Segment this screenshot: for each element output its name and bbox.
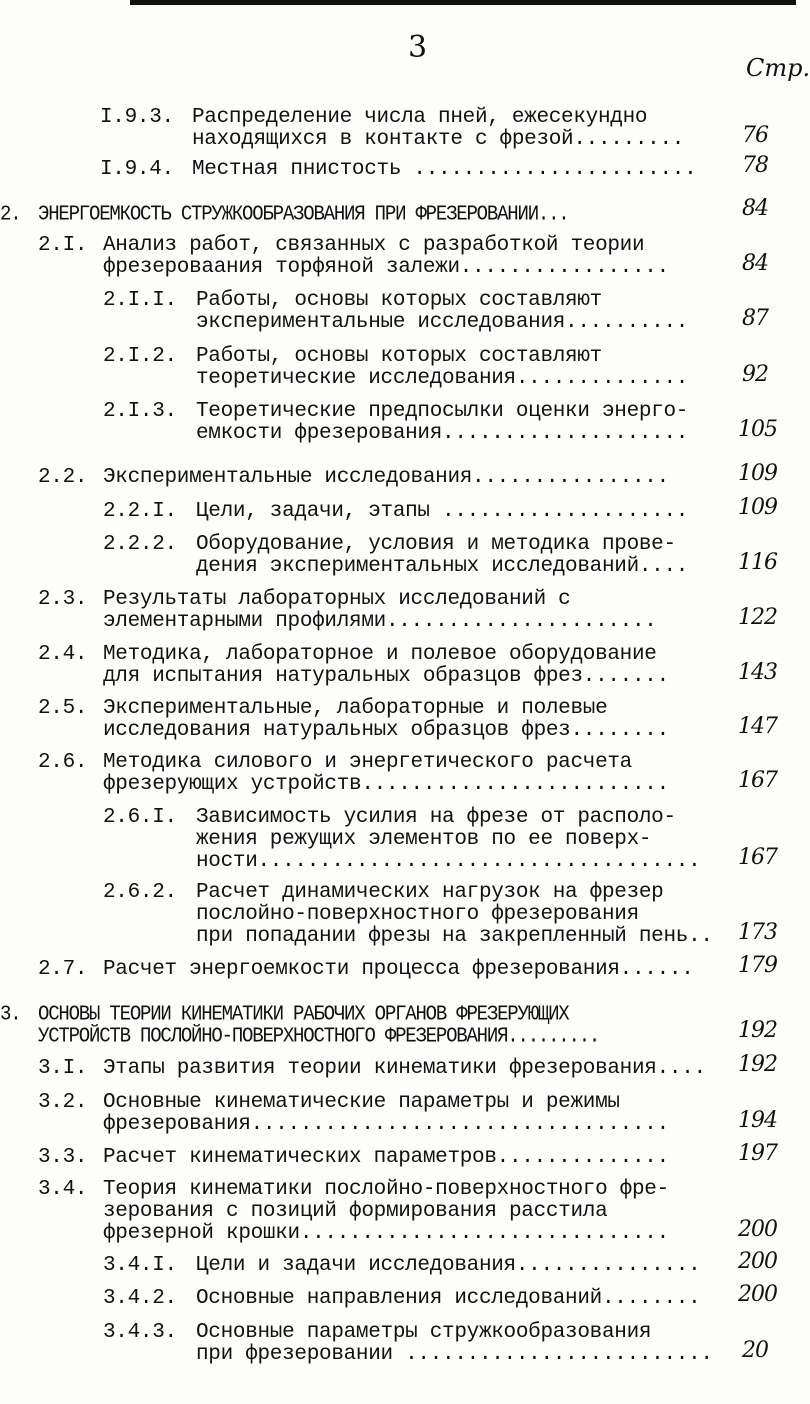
toc-entry-title-line: Основные кинематические параметры и режимы bbox=[103, 1091, 620, 1114]
toc-entry-number: 2.7. bbox=[38, 958, 88, 981]
toc-entry-page: 143 bbox=[738, 660, 777, 685]
toc-entry-number: 2. bbox=[0, 202, 21, 227]
toc-entry-page: 84 bbox=[742, 251, 768, 276]
toc-entry-title-line: зерования с позиций формирования расстила bbox=[103, 1200, 608, 1223]
toc-entry-title-line: элементарными профилями...................... bbox=[103, 610, 657, 633]
toc-entry-page: 194 bbox=[738, 1108, 777, 1133]
toc-entry-title-line: Местная пнистость ....................... bbox=[192, 158, 697, 181]
toc-entry-page: 105 bbox=[738, 417, 777, 442]
toc-entry-title-line: Работы, основы которых составляют bbox=[196, 345, 602, 368]
toc-entry-title-line: Теория кинематики послойно-поверхностного фре- bbox=[103, 1178, 669, 1201]
toc-entry-number: 3.2. bbox=[38, 1091, 88, 1114]
toc-entry-page: 173 bbox=[738, 920, 777, 945]
toc-entry-page: 84 bbox=[742, 196, 768, 221]
toc-entry-title-line: Цели, задачи, этапы .................... bbox=[196, 500, 689, 523]
toc-entry-page: 87 bbox=[742, 306, 768, 331]
toc-entry-number: 2.2. bbox=[38, 466, 88, 489]
toc-entry-title-line: УСТРОЙСТВ ПОСЛОЙНО-ПОВЕРХНОСТНОГО ФРЕЗЕРОВАНИЯ......... bbox=[38, 1024, 600, 1049]
toc-entry-page: 200 bbox=[738, 1217, 777, 1242]
toc-entry-title-line: Оборудование, условия и методика прове- bbox=[196, 533, 676, 556]
toc-entry-page: 200 bbox=[738, 1282, 777, 1307]
toc-entry-number: 2.5. bbox=[38, 697, 88, 720]
toc-entry-number: 2.3. bbox=[38, 588, 88, 611]
toc-entry-number: 3.4.I. bbox=[103, 1254, 177, 1277]
toc-entry-title-line: фрезерной крошки.............................. bbox=[103, 1222, 669, 1245]
toc-entry-title-line: Методика, лабораторное и полевое оборудование bbox=[103, 643, 657, 666]
toc-entry-page: 167 bbox=[738, 768, 777, 793]
toc-entry-number: 2.I. bbox=[38, 234, 88, 257]
page-number: 3 bbox=[408, 30, 428, 65]
toc-entry-title-line: Экспериментальные, лабораторные и полевые bbox=[103, 697, 608, 720]
toc-entry-title-line: дения экспериментальных исследований.... bbox=[196, 555, 689, 578]
toc-entry-title-line: для испытания натуральных образцов фрез....... bbox=[103, 665, 669, 688]
toc-entry-title-line: Цели и задачи исследования............... bbox=[196, 1254, 701, 1277]
toc-entry-page: 122 bbox=[738, 605, 777, 630]
toc-entry-page: 200 bbox=[738, 1249, 777, 1274]
toc-entry-number: I.9.3. bbox=[100, 106, 174, 129]
toc-entry-number: 2.I.I. bbox=[103, 289, 177, 312]
toc-entry-title-line: ЭНЕРГОЕМКОСТЬ СТРУЖКООБРАЗОВАНИЯ ПРИ ФРЕЗЕРОВАНИИ... bbox=[38, 202, 569, 227]
toc-entry-page: 116 bbox=[738, 550, 777, 575]
toc-entry-title-line: фрезерования.................................. bbox=[103, 1113, 669, 1136]
toc-entry-title-line: Анализ работ, связанных с разработкой теории bbox=[103, 234, 645, 257]
toc-entry-number: 2.2.2. bbox=[103, 533, 177, 556]
toc-entry-title-line: теоретические исследования.............. bbox=[196, 367, 689, 390]
toc-entry-title-line: Работы, основы которых составляют bbox=[196, 289, 602, 312]
toc-entry-number: 3.I. bbox=[38, 1057, 88, 1080]
toc-entry-number: 2.I.3. bbox=[103, 400, 177, 423]
toc-entry-title-line: фрезерующих устройств......................... bbox=[103, 773, 669, 796]
toc-entry-title-line: находящихся в контакте с фрезой......... bbox=[192, 128, 685, 151]
toc-entry-page: 109 bbox=[738, 495, 777, 520]
toc-entry-title-line: Зависимость усилия на фрезе от располо- bbox=[196, 806, 676, 829]
toc-entry-page: 192 bbox=[738, 1052, 777, 1077]
toc-entry-number: 3.4.2. bbox=[103, 1287, 177, 1310]
toc-entry-number: 2.6.I. bbox=[103, 806, 177, 829]
toc-entry-page: 197 bbox=[738, 1141, 777, 1166]
toc-entry-page: 179 bbox=[738, 953, 777, 978]
toc-entry-title-line: ности.................................... bbox=[196, 850, 701, 873]
toc-entry-title-line: Расчет кинематических параметров.............. bbox=[103, 1146, 669, 1169]
toc-entry-number: 2.2.I. bbox=[103, 500, 177, 523]
toc-entry-number: 3.3. bbox=[38, 1146, 88, 1169]
toc-entry-page: 167 bbox=[738, 845, 777, 870]
toc-entry-number: 3.4.3. bbox=[103, 1321, 177, 1344]
toc-entry-title-line: Результаты лабораторных исследований с bbox=[103, 588, 571, 611]
toc-entry-title-line: экспериментальные исследования.......... bbox=[196, 311, 689, 334]
toc-entry-title-line: послойно-поверхностного фрезерования bbox=[196, 903, 639, 926]
toc-entry-title-line: Расчет энергоемкости процесса фрезерования...... bbox=[103, 958, 694, 981]
toc-entry-number: 3. bbox=[0, 1002, 21, 1027]
toc-entry-title-line: Расчет динамических нагрузок на фрезер bbox=[196, 881, 664, 904]
toc-entry-title-line: Этапы развития теории кинематики фрезерования.... bbox=[103, 1057, 706, 1080]
toc-entry-title-line: при попадании фрезы на закрепленный пень.. bbox=[196, 925, 713, 948]
toc-entry-number: I.9.4. bbox=[100, 158, 174, 181]
toc-entry-title-line: Методика силового и энергетического расчета bbox=[103, 751, 632, 774]
toc-entry-page: 109 bbox=[738, 461, 777, 486]
toc-entry-page: 20 bbox=[742, 1338, 768, 1363]
toc-entry-title-line: Основные параметры стружкообразования bbox=[196, 1321, 652, 1344]
toc-entry-number: 2.6. bbox=[38, 751, 88, 774]
toc-entry-title-line: Экспериментальные исследования................ bbox=[103, 466, 669, 489]
toc-entry-title-line: при фрезеровании ......................... bbox=[196, 1343, 713, 1366]
toc-entry-title-line: Теоретические предпосылки оценки энерго- bbox=[196, 400, 689, 423]
toc-entry-page: 192 bbox=[738, 1018, 777, 1043]
toc-entry-page: 92 bbox=[742, 362, 768, 387]
toc-entry-title-line: фрезероваания торфяной залежи................. bbox=[103, 256, 669, 279]
toc-entry-page: 76 bbox=[742, 123, 768, 148]
toc-entry-number: 2.I.2. bbox=[103, 345, 177, 368]
toc-entry-number: 3.4. bbox=[38, 1178, 88, 1201]
toc-entry-page: 147 bbox=[738, 714, 777, 739]
toc-entry-number: 2.4. bbox=[38, 643, 88, 666]
toc-entry-title-line: жения режущих элементов по ее поверх- bbox=[196, 828, 652, 851]
scan-top-edge bbox=[130, 0, 796, 5]
toc-entry-title-line: Распределение числа пней, ежесекундно bbox=[192, 106, 648, 129]
toc-entry-title-line: исследования натуральных образцов фрез........ bbox=[103, 719, 669, 742]
toc-entry-page: 78 bbox=[742, 153, 768, 178]
toc-entry-title-line: Основные направления исследований........ bbox=[196, 1287, 701, 1310]
toc-entry-title-line: ОСНОВЫ ТЕОРИИ КИНЕМАТИКИ РАБОЧИХ ОРГАНОВ ФРЕЗЕРУЮЩИХ bbox=[38, 1002, 569, 1027]
toc-entry-title-line: емкости фрезерования.................... bbox=[196, 422, 689, 445]
toc-entry-number: 2.6.2. bbox=[103, 881, 177, 904]
page-column-label: Стр. bbox=[746, 54, 810, 82]
